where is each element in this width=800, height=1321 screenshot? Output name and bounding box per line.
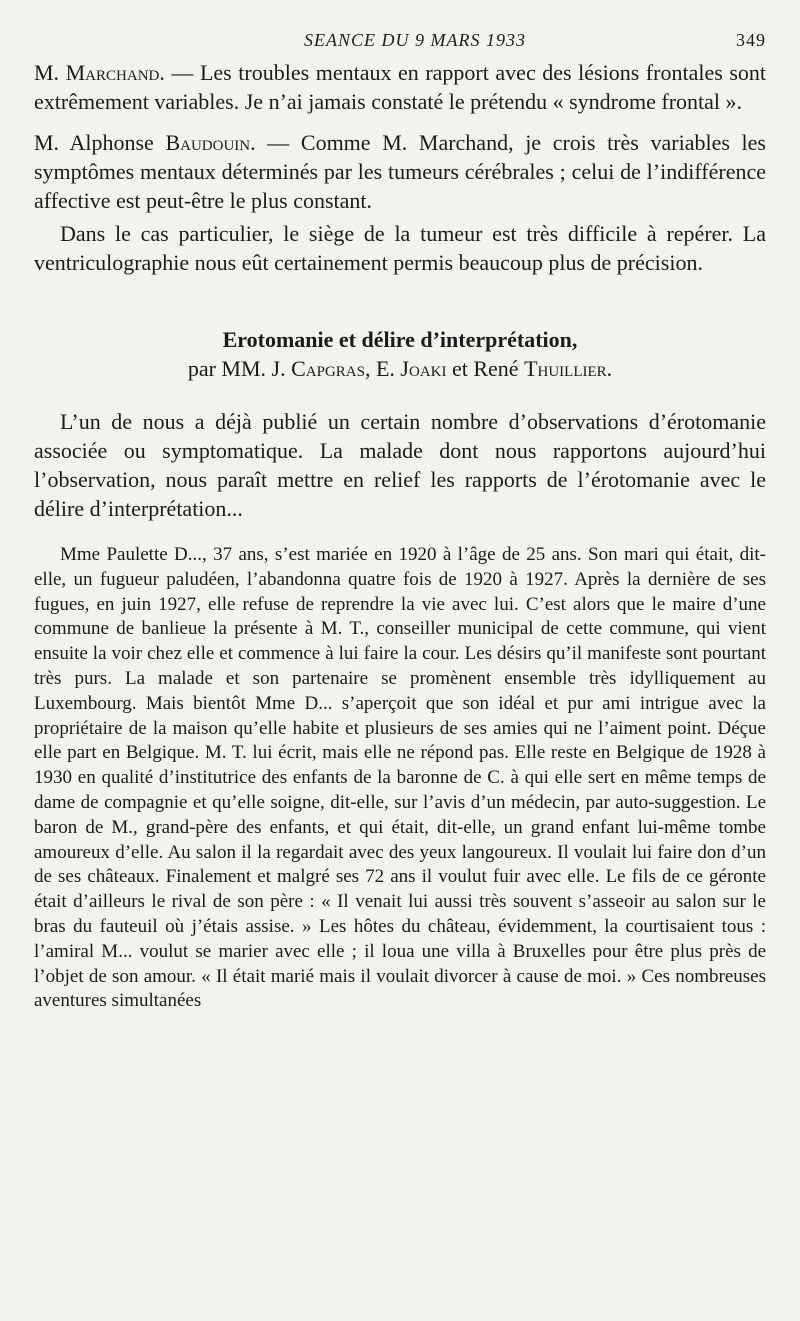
page-number: 349 [736, 30, 766, 50]
speaker-name: Baudouin. [165, 130, 256, 155]
baudouin-remark [34, 128, 766, 215]
author-capgras: Capgras [291, 356, 365, 381]
author-joaki: Joaki [400, 356, 447, 381]
running-header [34, 30, 766, 58]
article-intro: L’un de nous a déjà publié un certain nombre d’observations d’érotomanie associée ou symptomatique. La malade dont nous rapportons aujourd’hui l’observation, nous paraît mettre en relief les rapports de l’érotomanie avec le délire d’interprétation... [34, 409, 766, 521]
article-authors [34, 354, 766, 383]
speaker-prefix: M. [34, 60, 66, 85]
authors-sep: et René [446, 356, 525, 381]
running-title: SEANCE DU 9 MARS 1933 [304, 30, 526, 50]
authors-prefix: par MM. J. [187, 356, 292, 381]
article-title: Erotomanie et délire d’interprétation, [222, 327, 578, 352]
baudouin-remark-continued: Dans le cas particulier, le siège de la tumeur est très difficile à repérer. La ventriculographie nous eût certainement permis beaucoup plus de précision. [34, 221, 766, 275]
speaker-name: Marchand. [65, 60, 165, 85]
case-description: Mme Paulette D..., 37 ans, s’est mariée en 1920 à l’âge de 25 ans. Son mari qui était, dit-elle, un fugueur paludéen, l’abandonna quatre fois de 1920 à 1927. Après la dernière de ses fugues, en juin 1927, elle refuse de reprendre la vie avec lui. C’est alors que le maire d’une commune de banlieue la présente à M. T., conseiller municipal de cette commune, qui vient ensuite la voir chez elle et commence à lui faire la cour. Les désirs qu’il manifeste sont pourtant très purs. La malade et son partenaire se promènent ensemble très idylliquement au Luxembourg. Mais bientôt Mme D... s’aperçoit que son idéal et pur ami intrigue avec la propriétaire de la maison qu’elle habite et plusieurs de ses amies qui ne l’aiment point. Déçue elle part en Belgique. M. T. lui écrit, mais elle ne répond pas. Elle reste en Belgique de 1928 à 1930 en qualité d’institutrice des enfants de la baronne de C. à qui elle sert en même temps de dame de compagnie et qu’elle soigne, dit-elle, sur l’avis d’un médecin, par auto-suggestion. Le baron de M., grand-père des enfants, et qui était, dit-elle, un grand enfant lui-même tombe amoureux d’elle. Au salon il la regardait avec des yeux langoureux. Il voulait lui faire don d’un de ses châteaux. Finalement et malgré ses 72 ans il voulut fuir avec elle. Le fils de ce géronte était d’ailleurs le rival de son père : « Il venait lui aussi très souvent s’asseoir au salon sur le bras du fauteuil où j’étais assise. » Les hôtes du château, évidemment, la courtisaient tous : l’amiral M... voulut se marier avec elle ; il loua une villa à Bruxelles pour être plus près de l’objet de son amour. « Il était marié mais il voulait divorcer à cause de moi. » Ces nombreuses aventures simultanées [34, 544, 766, 1012]
remark-text: — Comme M. Marchand, je crois très variables les symptômes mentaux déterminés par les tumeurs cérébrales ; celui de l’indifférence affective est peut-être le plus constant. [34, 130, 766, 213]
authors-suffix: . [606, 356, 613, 381]
authors-sep: , E. [364, 356, 401, 381]
author-thuillier: Thuillier [524, 356, 607, 381]
marchand-remark [34, 58, 766, 116]
speaker-prefix: M. Alphonse [34, 130, 166, 155]
remark-text: — Les troubles mentaux en rapport avec des lésions frontales sont extrêmement variables. Je n’ai jamais constaté le prétendu « syndrome frontal ». [34, 60, 766, 114]
